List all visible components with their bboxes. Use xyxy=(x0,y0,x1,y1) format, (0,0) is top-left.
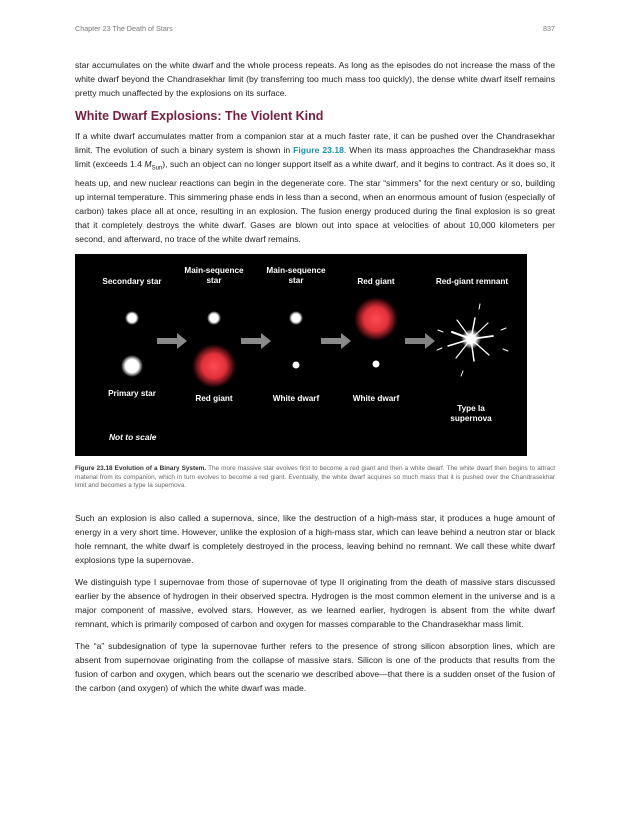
paragraph-1 xyxy=(75,129,555,246)
paragraph-3: We distinguish type I supernovae from those of supernovae of type II originating from the death of massive stars discussed earlier by the absence of hydrogen in their observed spectra. Hydrogen is the most common element in the universe and is a major component of massive, evolved stars. However, as we learned earlier, hydrogen is absent from the white dwarf remnant, which is primarily composed of carbon and oxygen for masses comparable to the Chandrasekhar mass limit. xyxy=(75,577,555,630)
figure-caption xyxy=(75,465,555,491)
arrow-2-icon xyxy=(241,333,271,349)
label-main-sequence-1: Main-sequence star xyxy=(184,265,244,285)
white-dwarf-2 xyxy=(373,360,380,367)
label-red-giant-remnant: Red-giant remnant xyxy=(435,276,509,286)
label-white-dwarf-2: White dwarf xyxy=(352,393,400,403)
paragraph-4: The “a” subdesignation of type Ia supernovae further refers to the presence of strong silicon absorption lines, which are absent from supernovae originating from the collapse of massive stars. Silicon is one of the products that results from the fusion of carbon and oxygen, which bears out the scenario we described above—that there is a sudden onset of the fusion of the carbon (and oxygen) of which the white dwarf was made. xyxy=(75,641,555,694)
arrow-1-icon xyxy=(157,333,187,349)
label-main-sequence-2: Main-sequence star xyxy=(266,265,326,285)
main-sequence-star-1 xyxy=(207,311,221,325)
chapter-title: Chapter 23 The Death of Stars xyxy=(75,24,173,33)
arrow-4-icon xyxy=(405,333,435,349)
mass-subscript: Sun xyxy=(151,165,163,172)
red-giant-bottom xyxy=(192,344,236,388)
p1-text-a: If a white dwarf accumulates matter from a companion star at a much faster rate, it can be pushed over the Chandrasekhar limit. The evolution of such a binary system is shown in xyxy=(75,131,555,155)
label-white-dwarf-1: White dwarf xyxy=(272,393,320,403)
main-sequence-star-2 xyxy=(289,311,303,325)
section-heading: White Dwarf Explosions: The Violent Kind xyxy=(75,109,324,123)
page-content xyxy=(75,58,555,703)
white-dwarf-1 xyxy=(293,361,300,368)
page-number: 837 xyxy=(543,24,555,33)
label-primary-star: Primary star xyxy=(108,388,156,398)
p1-text-c: ), such an object can no longer support itself as a white dwarf, and it begins to contract. As it does so, it heats up, and new nuclear reactions can begin in the degenerate core. The star “simmers” for the next century or so, building up internal temperature. This simmering phase ends in less than a second, when an enormous amount of fusion (especially of carbon) takes place all at once, resulting in an explosion. The fusion energy produced during the final explosion is so great that it completely destroys the white dwarf. Gases are blown out into space at velocities of about 10,000 kilometers per second, and afterward, no trace of the white dwarf remains. xyxy=(75,159,555,244)
arrow-3-icon xyxy=(321,333,351,349)
supernova-core xyxy=(461,329,481,349)
figure-link[interactable]: Figure 23.18 xyxy=(293,145,344,155)
primary-star xyxy=(121,355,143,377)
caption-title: Figure 23.18 Evolution of a Binary System. xyxy=(75,464,207,472)
intro-paragraph: star accumulates on the white dwarf and the whole process repeats. As long as the episodes do not increase the mass of the white dwarf beyond the Chandrasekhar limit (by transferring too much mass too quickly), the dense white dwarf itself remains pretty much unaffected by the explosions on its surface. xyxy=(75,60,555,98)
mass-symbol: M xyxy=(144,159,152,169)
binary-evolution-figure xyxy=(75,254,527,456)
p1-text-b: . When its mass approaches the Chandrasekhar mass limit (exceeds 1.4 xyxy=(75,145,555,169)
label-not-to-scale: Not to scale xyxy=(109,431,157,442)
label-type-ia-supernova: Type Ia supernova xyxy=(450,403,492,423)
label-red-giant-bottom: Red giant xyxy=(195,393,233,403)
label-red-giant-top: Red giant xyxy=(357,276,395,286)
label-secondary-star: Secondary star xyxy=(102,276,162,286)
red-giant-top xyxy=(354,297,398,341)
caption-text: The more massive star evolves first to become a red giant and then a white dwarf. The white dwarf then begins to attract material from its companion, which in turn evolves to become a red giant. Eventually, the white dwarf acquires so much mass that it is pushed over the Chandrasekhar limit and becomes a type Ia supernova. xyxy=(75,464,555,490)
secondary-star xyxy=(125,311,139,325)
paragraph-2: Such an explosion is also called a supernova, since, like the destruction of a high-mass star, it produces a huge amount of energy in a very short time. However, unlike the explosion of a high-mass star, which can leave behind a neutron star or black hole remnant, the white dwarf is completely destroyed in the process, leaving behind no remnant. We call these white dwarf explosions type Ia supernovae. xyxy=(75,513,555,566)
page-header xyxy=(75,24,555,36)
